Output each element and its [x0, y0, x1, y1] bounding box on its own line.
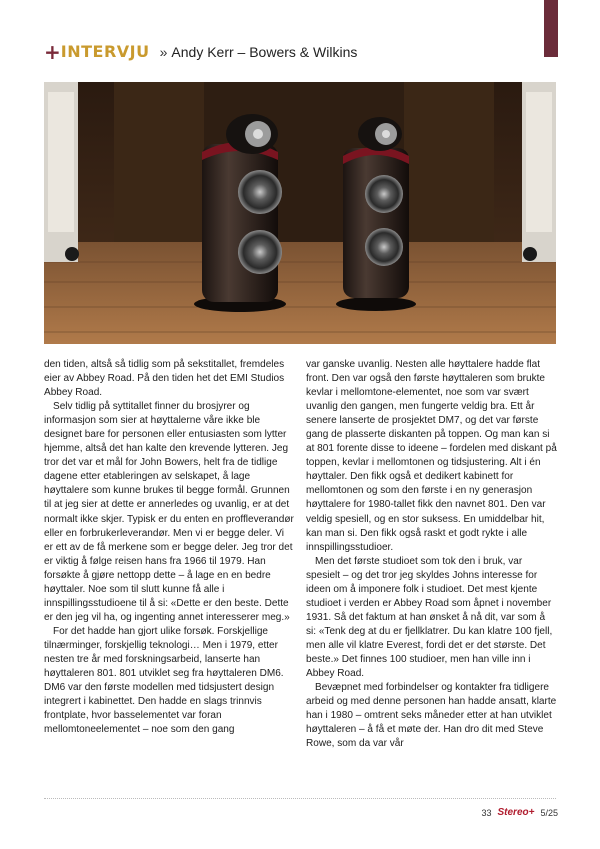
- page-number: 33: [481, 807, 492, 818]
- paragraph: For det hadde han gjort ulike forsøk. Forskjellige tilnærminger, forskjellig teknologi… Men i 1979, etter nesten tre år med forskningsarbeid, lanserte han høyttaleren 801. 801 utviklet seg fra høyttaleren DM6. DM6 var den første modellen med tidsjustert design integrert i kabinettet. Den hadde en slags trinnvis frontplate, hvor basselementet var foran mellomtoneelementet – noe som den gang: [44, 625, 284, 736]
- magazine-logo: Stereo+: [497, 807, 535, 818]
- paragraph: Selv tidlig på syttitallet finner du brosjyrer og informasjon som sier at høyttalerne våre ikke ble designet bare for personen eller entusiasten som lytter hjemme, altså det han kalte den krevende lytteren. Jeg tror det var et mål for John Bowers, helt fra de tidlige dagene etter etableringen av selskapet, å lage høyttalere som kunne brukes til begge formål. Grunnen til at jeg sier at dette er annerledes og uvanlig, er at det normalt ikke skjer. Typisk er du enten en proffleverandør eller en forbrukerleverandør. Men vi er begge deler. Vi er ett av de få merkene som er begge deler. Jeg tror det er viktig å følge reisen hans fra 1966 til 1979. Han forsøkte å gjøre nettopp dette – å lage en en bedre høyttaler. Noe som til slutt kunne få alle i innspillingsstudioene til å si: «Dette er den beste. Dette er den jeg vil ha, og ingenting annet interesserer meg.»: [44, 401, 294, 623]
- article-subtitle: Andy Kerr – Bowers & Wilkins: [171, 44, 358, 60]
- header-separator: »: [159, 44, 168, 60]
- page-footer: [481, 807, 558, 818]
- paragraph: var ganske uvanlig. Nesten alle høyttalere hadde flat front. Den var også den første høyttaleren som brukte kevlar i mellomtone-elementet, noe som var svært uvanlig den gangen, men fungerte veldig bra. Ett år senere lanserte de prosjektet DM7, og det var første gang de plasserte diskanten på toppen. Og man kan si at 801 forente disse to ideene – fordelen med diskant på toppen, kevlar i mellomtonen og tidsjustering. Alt i én høyttaler. Den fikk også et dedikert kabinett for mellomtonen og som den første i en ny generasjon høyttalere for 1980-tallet fikk den navnet 801. Den var veldig spesiell, og en stor suksess. En umiddelbar hit, kan man si. Den fikk også raskt et godt rykte i alle innspillingsstudioer.: [306, 359, 557, 553]
- article-column-right: [306, 358, 557, 751]
- footer-divider: [44, 798, 556, 799]
- plus-icon: +: [44, 40, 61, 64]
- section-header: [44, 41, 357, 63]
- speakers-photo: [44, 82, 556, 344]
- section-label: INTERVJU: [60, 42, 150, 61]
- paragraph: Bevæpnet med forbindelser og kontakter fra tidligere arbeid og med denne personen han hadde ansatt, klarte han i 1980 – omtrent seks måneder etter at han utviklet høyttaleren – å få et møte der. Han dro dit med Steve Rowe, som da var vår: [306, 682, 557, 750]
- article-column-left: [44, 358, 295, 737]
- corner-accent-bar: [544, 0, 558, 57]
- paragraph: Men det første studioet som tok den i bruk, var spesielt – og det tror jeg skyldes Johns interesse for ideen om å imponere folk i studioet. Det mest kjente studioet i verden er Abbey Road som åpnet i november 1931. Så det faktum at han ønsket å nå dit, var som å si: «Tenk deg at du er fjellklatrer. Du kan klatre 100 fjell, men alle vil klatre Everest, fordi det er det største. Det beste.» Det finnes 100 studioer, men han ville inn i Abbey Road.: [306, 555, 553, 680]
- intervju-logo: [44, 42, 150, 62]
- paragraph: den tiden, altså så tidlig som på sekstitallet, fremdeles eier av Abbey Road. På den tiden het det EMI Studios Abbey Road.: [44, 359, 285, 399]
- issue-number: 5/25: [540, 807, 558, 818]
